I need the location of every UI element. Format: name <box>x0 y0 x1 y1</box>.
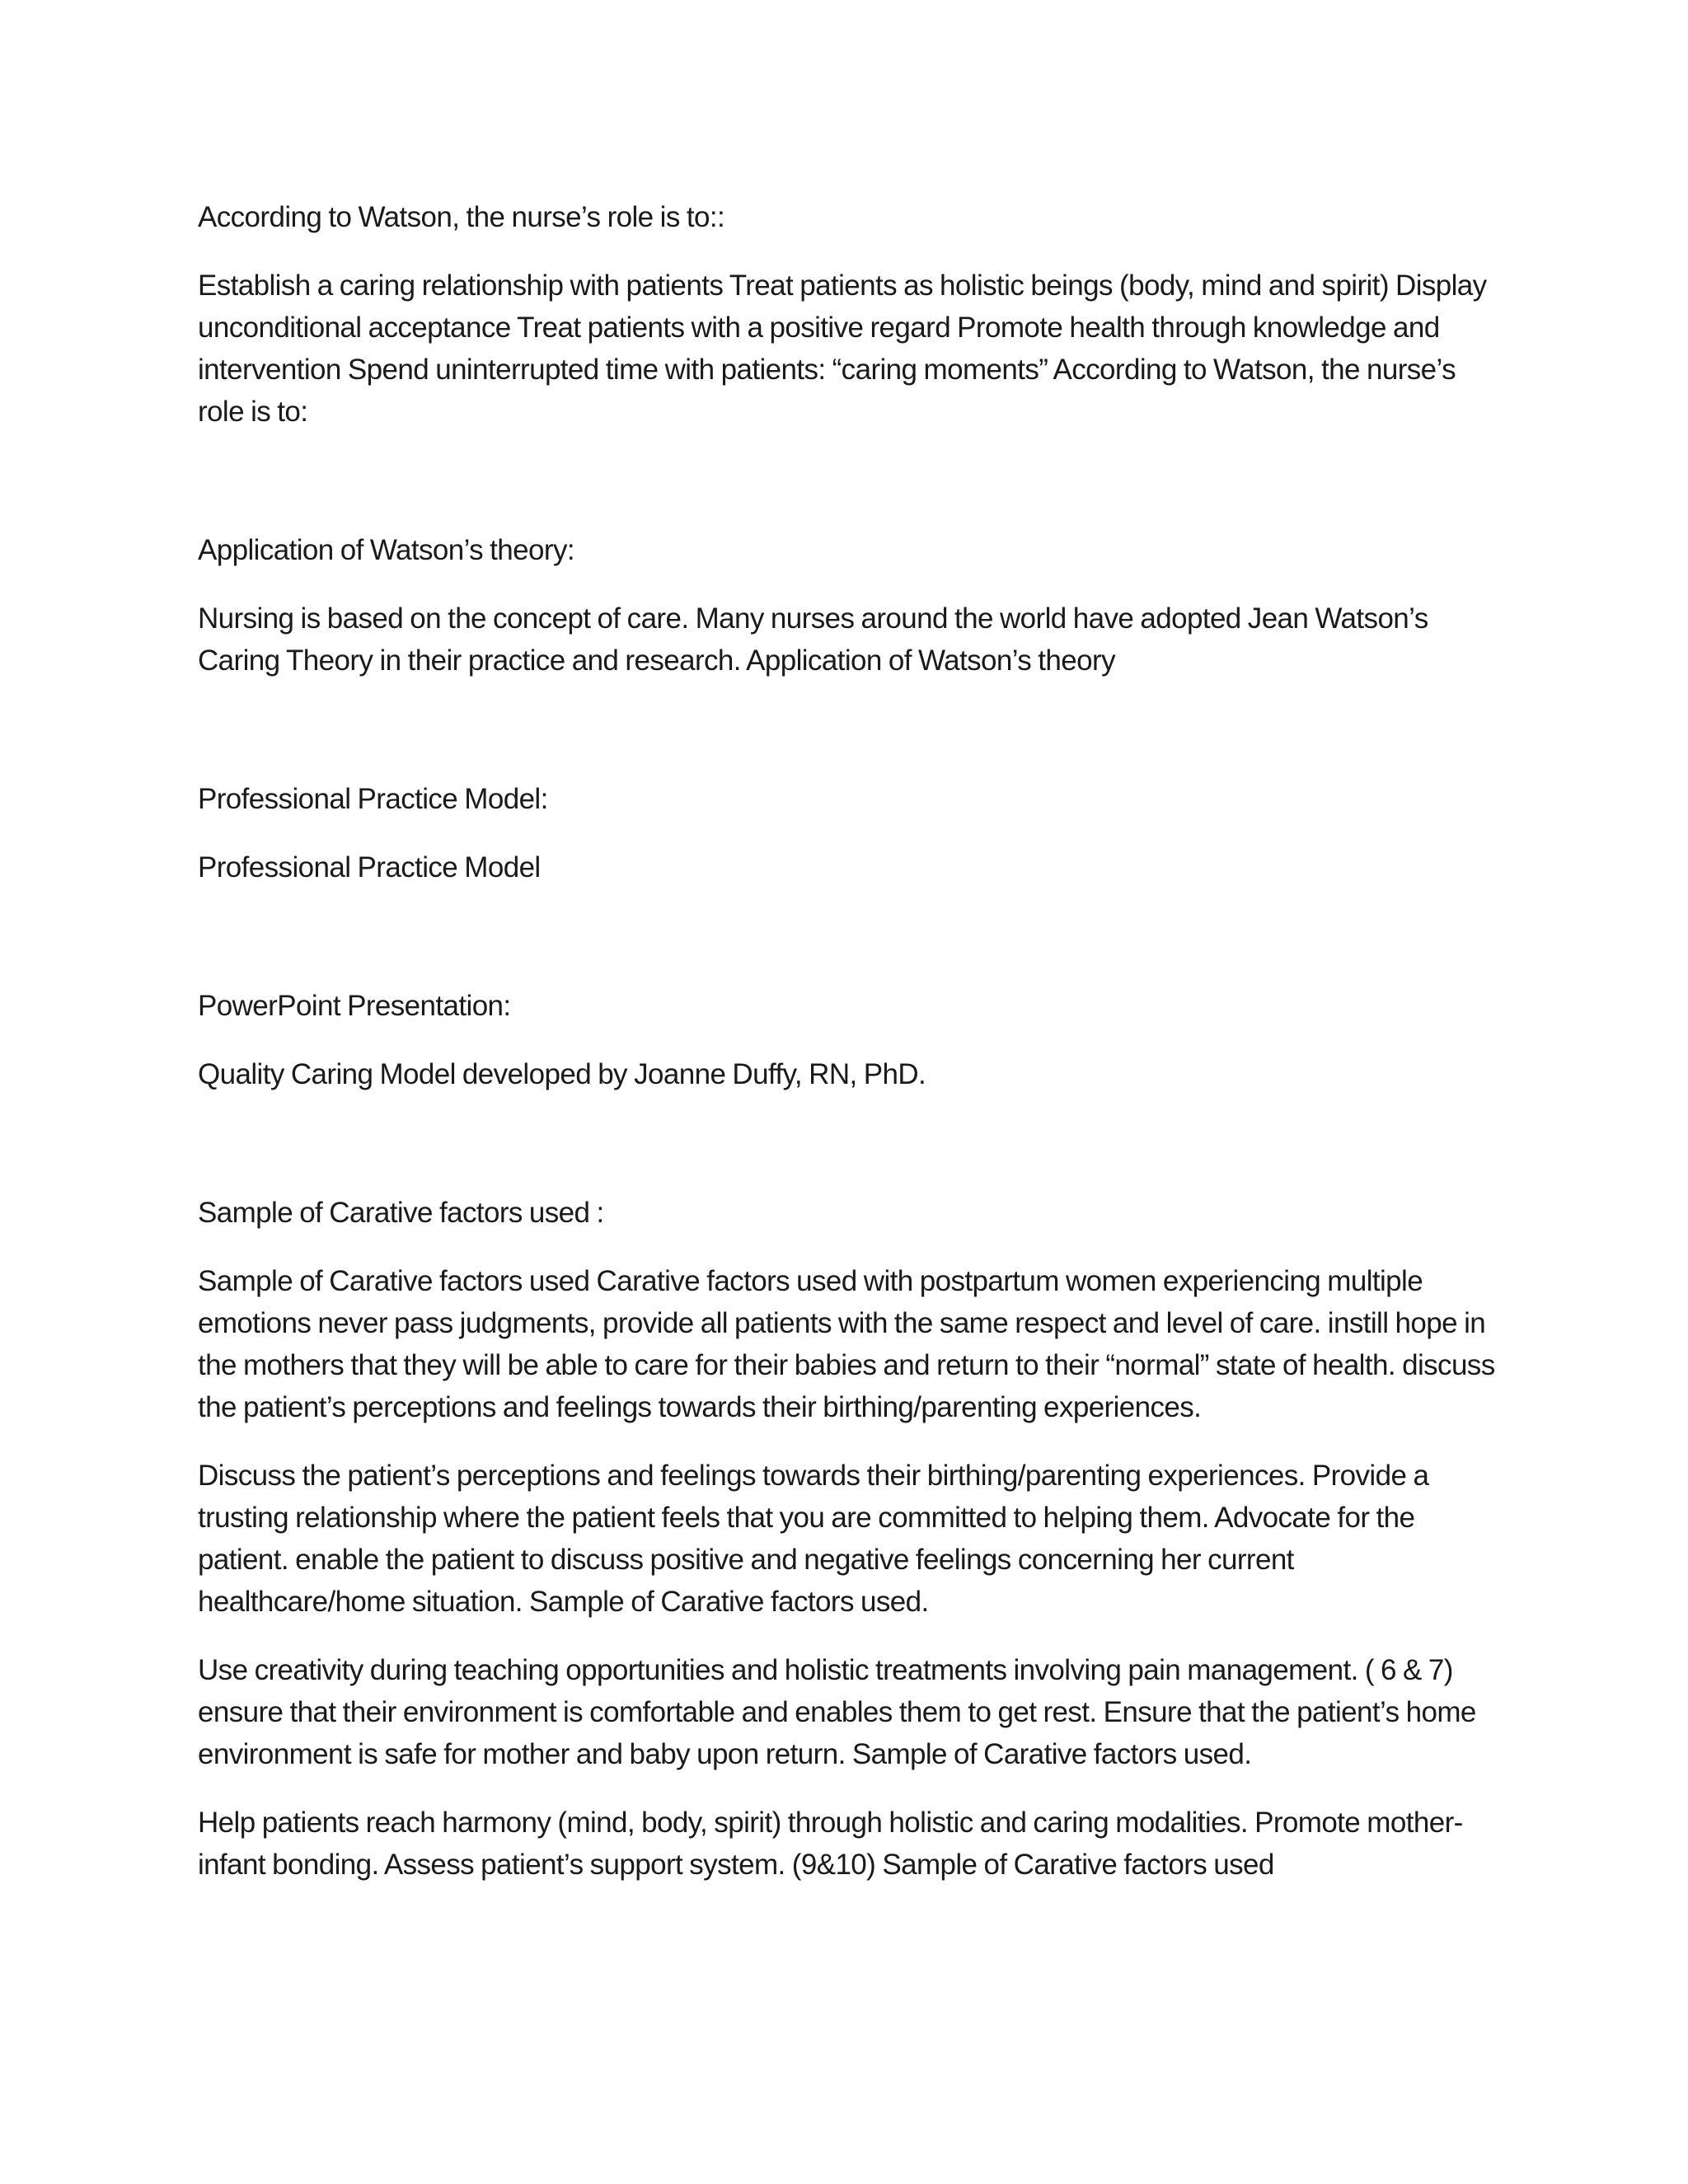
heading-nurse-role: According to Watson, the nurse’s role is to:: <box>198 201 725 233</box>
paragraph-carative-1: Sample of Carative factors used Carative factors used with postpartum women experiencing multiple emotions never pass judgments, provide all patients with the same respect and level of care. instill hope in the mothers that they will be able to care for their babies and return to their “normal” state of health. discuss the patient’s perceptions and feelings towards their birthing/parenting experiences. <box>198 1265 1495 1423</box>
heading-powerpoint: PowerPoint Presentation: <box>198 990 511 1022</box>
paragraph-nurse-role: Establish a caring relationship with patients Treat patients as holistic beings (body, mind and spirit) Display unconditional acceptance Treat patients with a positive regard Promote health through knowledge and intervention Spend uninterrupted time with patients: “caring moments” According to Watson, the nurse’s role is to: <box>198 269 1487 428</box>
paragraph-carative-3: Use creativity during teaching opportunities and holistic treatments involving pain management. ( 6 & 7) ensure that their environment is comfortable and enables them to get rest. Ensure that the patient’s home environment is safe for mother and baby upon return. Sample of Carative factors used. <box>198 1654 1476 1770</box>
heading-carative-factors: Sample of Carative factors used : <box>198 1197 604 1229</box>
heading-application: Application of Watson’s theory: <box>198 534 574 566</box>
paragraph-carative-4: Help patients reach harmony (mind, body, spirit) through holistic and caring modalities. Promote mother-infant bonding. Assess patient’s support system. (9&10) Sample of Carative factors used <box>198 1807 1463 1881</box>
paragraph-application: Nursing is based on the concept of care. Many nurses around the world have adopted Jean Watson’s Caring Theory in their practice and research. Application of Watson’s theory <box>198 602 1428 677</box>
document-body <box>198 196 1500 1886</box>
paragraph-powerpoint: Quality Caring Model developed by Joanne Duffy, RN, PhD. <box>198 1058 926 1090</box>
paragraph-practice-model: Professional Practice Model <box>198 851 541 883</box>
paragraph-carative-2: Discuss the patient’s perceptions and feelings towards their birthing/parenting experiences. Provide a trusting relationship where the patient feels that you are committed to helping them. Advocate for the patient. enable the patient to discuss positive and negative feelings concerning her current healthcare/home situation. Sample of Carative factors used. <box>198 1460 1429 1618</box>
heading-practice-model: Professional Practice Model: <box>198 783 548 815</box>
